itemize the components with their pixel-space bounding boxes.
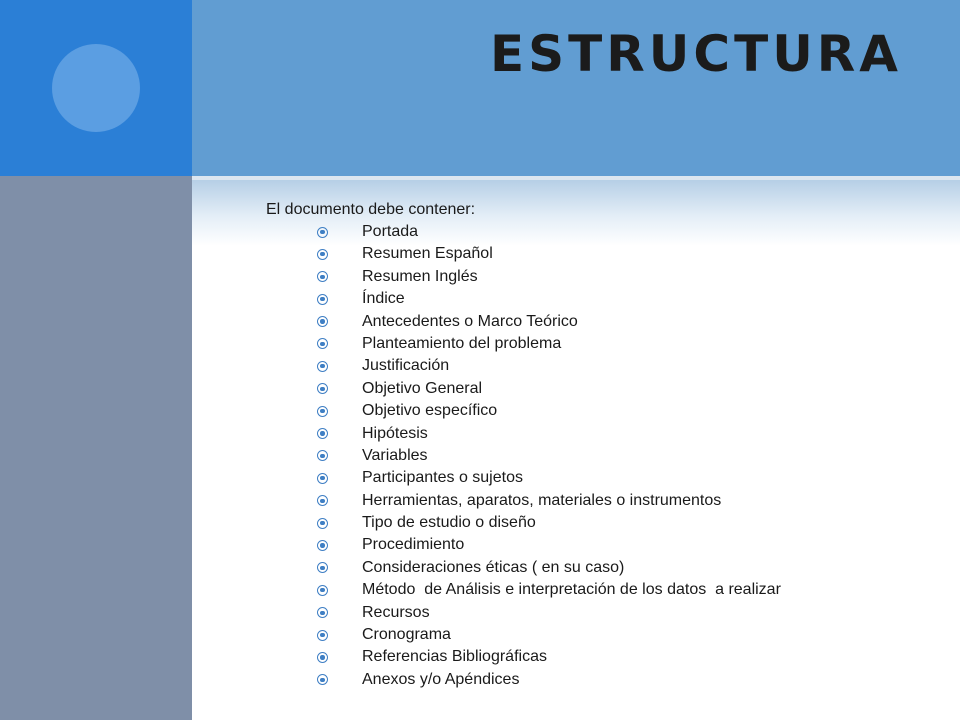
list-item — [266, 288, 916, 310]
list-item — [266, 512, 916, 534]
list-item-label: Resumen Español — [362, 245, 493, 263]
circle-dot-bullet-icon — [317, 652, 328, 663]
list-item-label: Objetivo específico — [362, 402, 498, 420]
list-item — [266, 467, 916, 489]
bullet-list — [266, 221, 916, 691]
circle-dot-bullet-icon — [317, 294, 328, 305]
list-item-label: Objetivo General — [362, 379, 483, 397]
list-item — [266, 445, 916, 467]
list-item-label: Índice — [362, 290, 405, 308]
list-item-label: Participantes o sujetos — [362, 469, 523, 487]
list-item — [266, 579, 916, 601]
slide-title: ESTRUCTURA — [490, 25, 902, 83]
decorative-circle — [52, 44, 140, 132]
list-item-label: Consideraciones éticas ( en su caso) — [362, 558, 625, 576]
circle-dot-bullet-icon — [317, 383, 328, 394]
list-item-label: Anexos y/o Apéndices — [362, 670, 520, 688]
list-item-label: Variables — [362, 446, 428, 464]
list-item — [266, 669, 916, 691]
circle-dot-bullet-icon — [317, 495, 328, 506]
list-item — [266, 534, 916, 556]
list-item-label: Referencias Bibliográficas — [362, 648, 547, 666]
list-item — [266, 266, 916, 288]
circle-dot-bullet-icon — [317, 562, 328, 573]
list-item — [266, 490, 916, 512]
list-item-label: Portada — [362, 223, 419, 240]
circle-dot-bullet-icon — [317, 585, 328, 596]
list-item — [266, 333, 916, 355]
circle-dot-bullet-icon — [317, 607, 328, 618]
list-item — [266, 311, 916, 333]
circle-dot-bullet-icon — [317, 674, 328, 685]
list-item-label: Método de Análisis e interpretación de los datos a realizar — [362, 581, 781, 599]
list-item — [266, 221, 916, 243]
list-item-label: Resumen Inglés — [362, 267, 478, 285]
circle-dot-bullet-icon — [317, 518, 328, 529]
circle-dot-bullet-icon — [317, 473, 328, 484]
circle-dot-bullet-icon — [317, 361, 328, 372]
list-item — [266, 624, 916, 646]
circle-dot-bullet-icon — [317, 249, 328, 260]
slide-content — [266, 199, 916, 691]
circle-dot-bullet-icon — [317, 338, 328, 349]
list-item — [266, 423, 916, 445]
circle-dot-bullet-icon — [317, 316, 328, 327]
list-item-label: Tipo de estudio o diseño — [362, 514, 536, 532]
list-item-label: Recursos — [362, 603, 430, 621]
circle-dot-bullet-icon — [317, 450, 328, 461]
intro-text: El documento debe contener: — [266, 201, 476, 218]
list-item — [266, 646, 916, 668]
circle-dot-bullet-icon — [317, 540, 328, 551]
circle-dot-bullet-icon — [317, 630, 328, 641]
sidebar-block — [0, 176, 192, 720]
list-item-label: Justificación — [362, 357, 450, 375]
list-item-label: Procedimiento — [362, 536, 465, 554]
list-item — [266, 355, 916, 377]
list-item — [266, 602, 916, 624]
circle-dot-bullet-icon — [317, 227, 328, 238]
list-item-label: Hipótesis — [362, 424, 428, 442]
circle-dot-bullet-icon — [317, 271, 328, 282]
list-item — [266, 243, 916, 265]
circle-dot-bullet-icon — [317, 406, 328, 417]
list-item — [266, 400, 916, 422]
list-item — [266, 378, 916, 400]
list-item-label: Cronograma — [362, 626, 451, 644]
list-item-label: Antecedentes o Marco Teórico — [362, 312, 578, 330]
list-item-label: Planteamiento del problema — [362, 334, 562, 352]
list-item — [266, 557, 916, 579]
list-item-label: Herramientas, aparatos, materiales o instrumentos — [362, 491, 722, 509]
circle-dot-bullet-icon — [317, 428, 328, 439]
